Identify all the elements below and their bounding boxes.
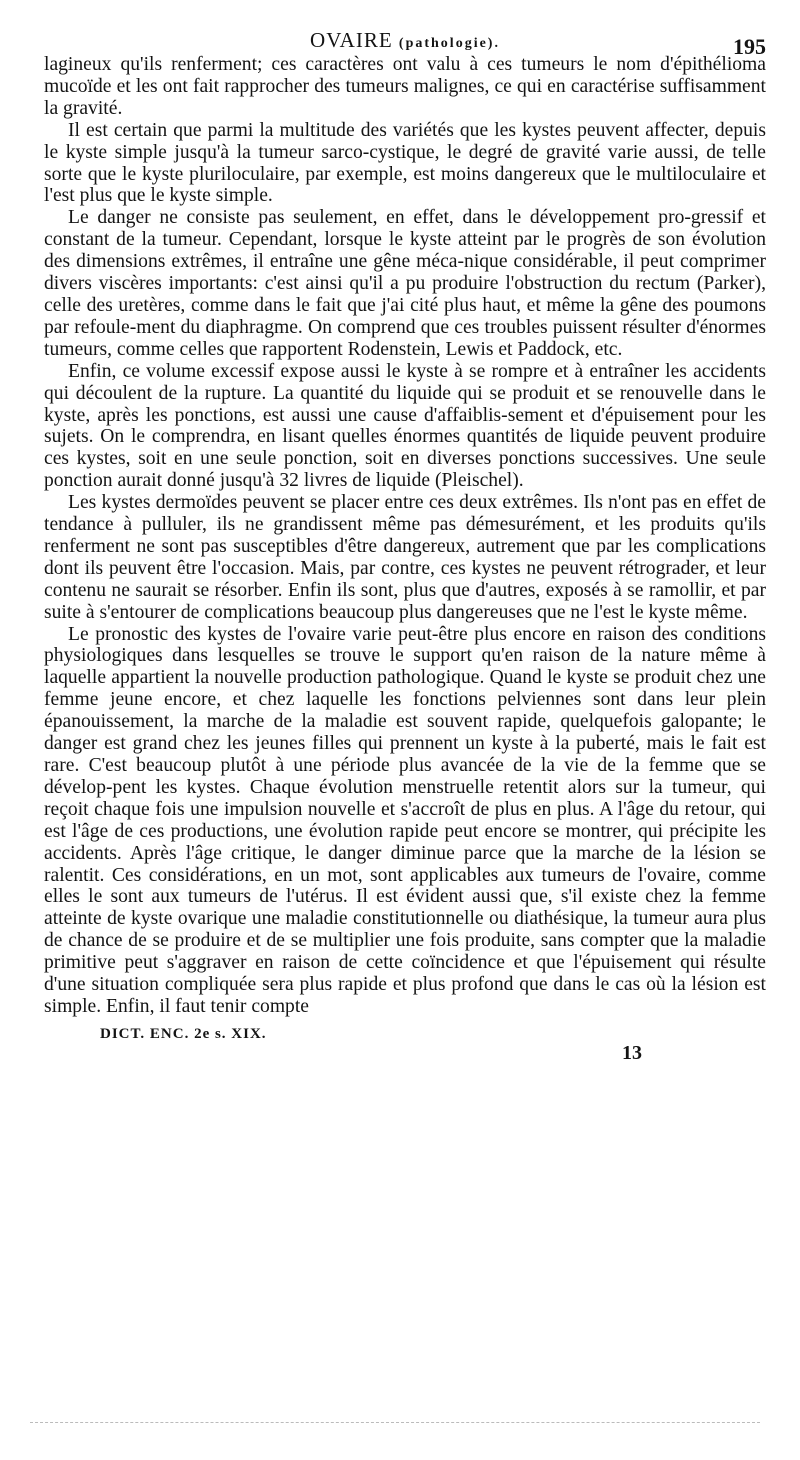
paragraph-continued: lagineux qu'ils renferment; ces caractères ont valu à ces tumeurs le nom d'épithélioma mucoïde et les ont fait rapprocher des tumeurs malignes, ce qui en caractérise suffisamment la gravité. [44,54,766,119]
running-head [44,22,766,59]
page-number: 195 [733,34,766,59]
paragraph: Il est certain que parmi la multitude des variétés que les kystes peuvent affecter, depuis le kyste simple jusqu'à la tumeur sarco-cystique, le degré de gravité varie aussi, de telle sorte que le kyste pluriloculaire, par exemple, est moins dangereux que le multiloculaire et l'est plus que le kyste simple. [44,119,766,207]
paragraph: Le pronostic des kystes de l'ovaire varie peut-être plus encore en raison des conditions physiologiques dans lesquelles se trouve le support qu'en raison de la nature même à laquelle appartient la nouvelle production pathologique. Quand le kyste se produit chez une femme jeune encore, et chez laquelle les fonctions pelviennes sont dans leur plein épanouissement, la marche de la maladie est souvent rapide, quelquefois galopante; le danger est grand chez les jeunes filles qui prennent un kyste à la puberté, mais le fait est rare. C'est beaucoup plutôt à une période plus avancée de la vie de la femme que se dévelop-pent les kystes. Chaque évolution menstruelle retentit alors sur la tumeur, qui reçoit chaque fois une impulsion nouvelle et s'accroît de plus en plus. A l'âge du retour, qui est l'âge de ces productions, une évolution rapide peut encore se montrer, qui précipite les accidents. Après l'âge critique, le danger diminue parce que la marche de la lésion se ralentit. Ces considérations, en un mot, sont applicables aux tumeurs de l'ovaire, comme elles le sont aux tumeurs de l'utérus. Il est évident aussi que, s'il existe chez la femme atteinte de kyste ovarique une maladie constitutionnelle ou diathésique, la tumeur aura plus de chance de se produire et de se multiplier une fois produite, sans compter que la maladie primitive peut s'aggraver en raison de cette coïncidence et que l'épuisement qui résulte d'une situation compliquée sera plus rapide et plus profond que dans le cas où la lésion est simple. Enfin, il faut tenir compte [44,623,766,1017]
sheet-number: 13 [622,1041,642,1064]
paragraph: Enfin, ce volume excessif expose aussi le kyste à se rompre et à entraîner les accidents qui découlent de la rupture. La quantité du liquide qui se produit et se renouvelle dans le kyste, après les ponctions, est aussi une cause d'affaiblis-sement et d'épuisement pour les sujets. On le comprendra, en lisant quelles énormes quantités de liquide peuvent produire ces kystes, soit en une seule ponction, soit en diverses ponctions successives. Une seule ponction aurait donné jusqu'à 32 livres de liquide (Pleischel). [44,360,766,492]
paragraph: Les kystes dermoïdes peuvent se placer entre ces deux extrêmes. Ils n'ont pas en effet de tendance à pulluler, ils ne grandissent même pas démesurément, et les produits qu'ils renferment ne sont pas susceptibles d'être dangereux, autrement que par les complications dont ils peuvent être l'occasion. Mais, par contre, ces kystes ne peuvent rétrograder, et leur contenu ne saurait se résorber. Enfin ils sont, plus que d'autres, exposés à se ramollir, et par suite à s'entourer de complications beaucoup plus dangereuses que ne l'est le kyste même. [44,492,766,623]
running-title-main: OVAIRE [310,28,393,52]
bottom-divider [30,1422,760,1423]
running-title [44,28,766,53]
page-footer [44,1024,766,1084]
running-title-sub: (pathologie). [398,36,500,51]
body-text [44,54,766,1018]
volume-signature: DICT. ENC. 2e s. XIX. [100,1025,267,1042]
paragraph: Le danger ne consiste pas seulement, en effet, dans le développement pro-gressif et constant de la tumeur. Cependant, lorsque le kyste atteint par le progrès de son évolution des dimensions extrêmes, il entraîne une gêne méca-nique considérable, il peut comprimer divers viscères importants: c'est ainsi qu'il a pu produire l'obstruction du rectum (Parker), celle des uretères, comme dans le fait que j'ai cité plus haut, et même la gêne des poumons par refoule-ment du diaphragme. On comprend que ces troubles puissent résulter d'énormes tumeurs, comme celles que rapportent Rodenstein, Lewis et Paddock, etc. [44,207,766,360]
